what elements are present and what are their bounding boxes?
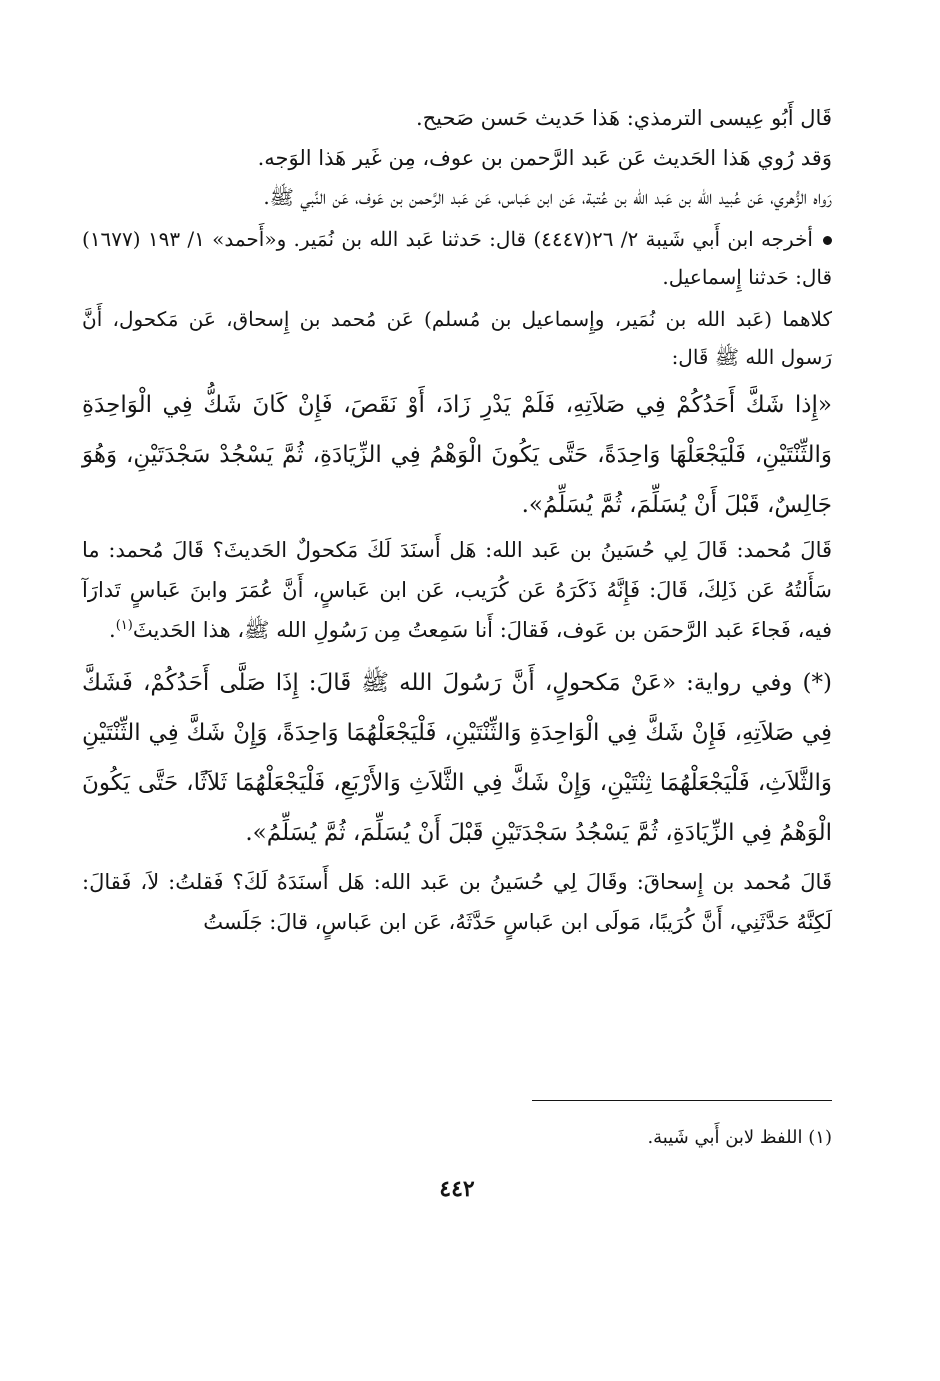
page-number: ٤٤٢ (439, 1176, 475, 1202)
other-route-note: وَقد رُوي هَذا الحَديث عَن عَبد الرَّحمن بن عوف، مِن غَير هَذا الوَجه. (257, 146, 832, 170)
tirmidhi-verdict: قَال أَبُو عِيسى الترمذي: هَذا حَديث حَسن صَحيح. (415, 106, 832, 130)
variant-narration: (*) وفي رواية: «عَنْ مَكحولٍ، أَنَّ رَسُولَ الله ﷺ قَالَ: إِذَا صَلَّى أَحَدُكُمْ، فَشَكَّ فِي صَلاَتِهِ، فَإِنْ شَكَّ فِي الْوَاحِدَةِ وَالثِّنْتَيْنِ، فَلْيَجْعَلْهُمَا وَاحِدَةً، وَإِنْ شَكَّ فِي الثِّنْتَيْنِ وَالثَّلاَثِ، فَلْيَجْعَلْهُمَا ثِنْتَيْنِ، وَإِنْ شَكَّ فِي الثَّلاَثِ وَالأَرْبَعِ، فَلْيَجْعَلْهُمَا ثَلاَثًا، حَتَّى يَكُونَ الْوَهْمُ فِي الزِّيَادَةِ، ثُمَّ يَسْجُدُ سَجْدَتَيْنِ قَبْلَ أَنْ يُسَلِّمَ، ثُمَّ يُسَلِّمُ». (82, 670, 832, 846)
muhammad-dialogue (82, 530, 832, 650)
footnote: (١) اللفظ لابن أَبي شَيبة. (647, 1127, 832, 1148)
isnad-paragraph: كلاهما (عَبد الله بن نُمَير، وإِسماعيل بن مُسلم) عَن مُحمد بن إِسحاق، عَن مَكحول، أَنَّ رَسول الله ﷺ قَال: (82, 307, 832, 369)
hadith-text: «إِذا شَكَّ أَحَدُكُمْ فِي صَلاَتِهِ، فَلَمْ يَدْرِ زَادَ، أَوْ نَقَصَ، فَإِنْ كَانَ شَكُّ فِي الْوَاحِدَةِ وَالثِّنْتَيْنِ، فَلْيَجْعَلْهَا وَاحِدَةً، حَتَّى يَكُونَ الْوَهْمُ فِي الزِّيَادَةِ، ثُمَّ يَسْجُدْ سَجْدَتَيْنِ، وَهُوَ جَالِسٌ، قَبْلَ أَنْ يُسَلِّمَ، ثُمَّ يُسَلِّمُ». (82, 392, 832, 518)
bullet-icon (823, 236, 832, 245)
muhammad-dialogue-end: . (109, 618, 116, 642)
footnote-divider (532, 1100, 832, 1101)
zuhri-narration: رَواه الزُّهري، عَن عُبيد الله بن عَبد الله بن عُتبة، عَن ابن عَباس، عَن عَبد الرَّحمن بن عَوف، عَن النَّبي ﷺ. (263, 185, 832, 209)
book-page (82, 98, 832, 1298)
takhrij-paragraph (82, 220, 832, 296)
muhammad-dialogue-text: قَالَ مُحمد: قَالَ لِي حُسَينُ بن عَبد الله: هَل أَسنَدَ لَكَ مَكحولٌ الحَديثَ؟ قَالَ مُحمد: ما سَأَلتُهُ عَن ذَلِكَ، قَالَ: فَإِنَّهُ ذَكَرَهُ عَن كُرَيب، عَن ابن عَباسٍ، أَنَّ عُمَرَ وابنَ عَباسٍ تَدارَآ فيه، فَجاءَ عَبد الرَّحمَن بن عَوف، فَقالَ: أَنا سَمِعتُ مِن رَسُولِ الله ﷺ، هذا الحَديثَ (82, 538, 833, 642)
ibn-ishaq-dialogue: قَالَ مُحمد بن إِسحاقَ: وقَالَ لِي حُسَينُ بن عَبد الله: هَل أَسنَدَهُ لَكَ؟ فَقلتُ: لاَ، فَقالَ: لَكِنَّهُ حَدَّثَنِي، أَنَّ كُرَيبًا، مَولَى ابن عَباسٍ حَدَّثَهُ، عَن ابن عَباسٍ، قالَ: جَلَستُ (82, 870, 832, 934)
takhrij-text: أخرجه ابن أَبي شَيبة ٢/ ٢٦(٤٤٤٧) قال: حَدثنا عَبد الله بن نُمَير. و«أَحمد» ١/ ١٩٣ (١٦٧٧) قال: حَدثنا إِسماعيل. (82, 227, 832, 289)
footnote-reference[interactable]: (١) (115, 618, 133, 633)
